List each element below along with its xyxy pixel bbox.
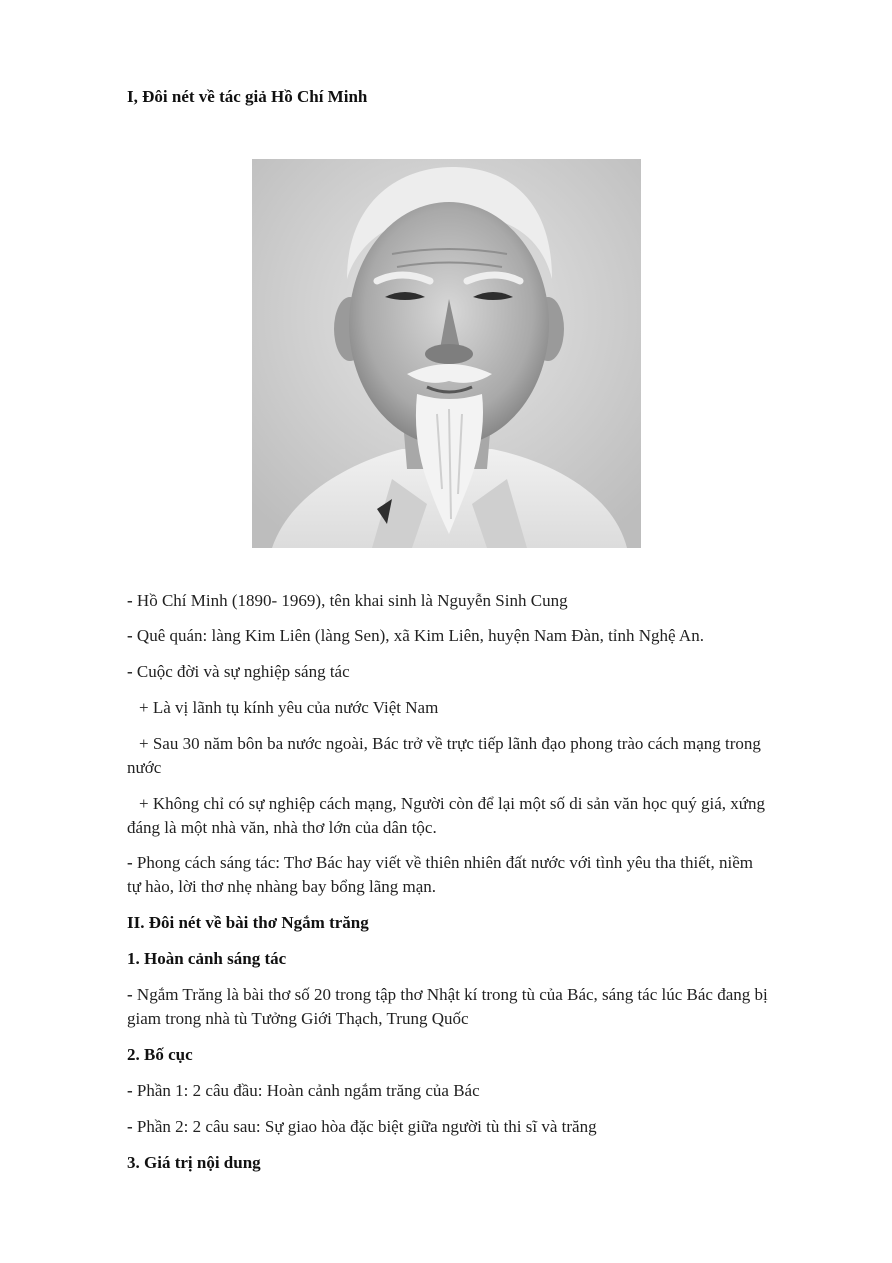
layout-item-2: - Phần 2: 2 câu sau: Sự giao hòa đặc biệt giữa người tù thi sĩ và trăng [127,1117,597,1136]
context-paragraph-line-2: giam trong nhà tù Tưởng Giới Thạch, Trung Quốc [127,1009,469,1028]
bio-paragraph-2: - Quê quán: làng Kim Liên (làng Sen), xã Kim Liên, huyện Nam Đàn, tỉnh Nghệ An. [127,626,704,645]
context-paragraph-line-1: - Ngắm Trăng là bài thơ số 20 trong tập thơ Nhật kí trong tù của Bác, sáng tác lúc Bác đang bị [127,985,768,1004]
bio-paragraph-1: - Hồ Chí Minh (1890- 1969), tên khai sinh là Nguyễn Sinh Cung [127,591,568,610]
style-paragraph-line-1: - Phong cách sáng tác: Thơ Bác hay viết về thiên nhiên đất nước với tình yêu tha thiết, niềm [127,853,753,872]
heading-context: 1. Hoàn cảnh sáng tác [127,949,287,968]
portrait-illustration [252,159,641,548]
sub-item-1: + Là vị lãnh tụ kính yêu của nước Việt Nam [139,698,439,717]
heading-author: I, Đôi nét về tác giả Hồ Chí Minh [127,87,368,106]
portrait-photo [252,159,641,548]
sub-item-2-line-2: nước [127,758,162,777]
layout-item-1: - Phần 1: 2 câu đầu: Hoàn cảnh ngắm trăng của Bác [127,1081,480,1100]
sub-item-3-line-2: đáng là một nhà văn, nhà thơ lớn của dân tộc. [127,818,437,837]
heading-value: 3. Giá trị nội dung [127,1153,261,1172]
heading-layout: 2. Bố cục [127,1045,193,1064]
heading-poem: II. Đôi nét về bài thơ Ngắm trăng [127,913,369,932]
bio-paragraph-3: - Cuộc đời và sự nghiệp sáng tác [127,662,350,681]
sub-item-2-line-1: + Sau 30 năm bôn ba nước ngoài, Bác trở về trực tiếp lãnh đạo phong trào cách mạng trong [139,734,761,753]
style-paragraph-line-2: tự hào, lời thơ nhẹ nhàng bay bổng lãng mạn. [127,877,437,896]
sub-item-3-line-1: + Không chỉ có sự nghiệp cách mạng, Người còn để lại một số di sản văn học quý giá, xứng [139,794,765,813]
